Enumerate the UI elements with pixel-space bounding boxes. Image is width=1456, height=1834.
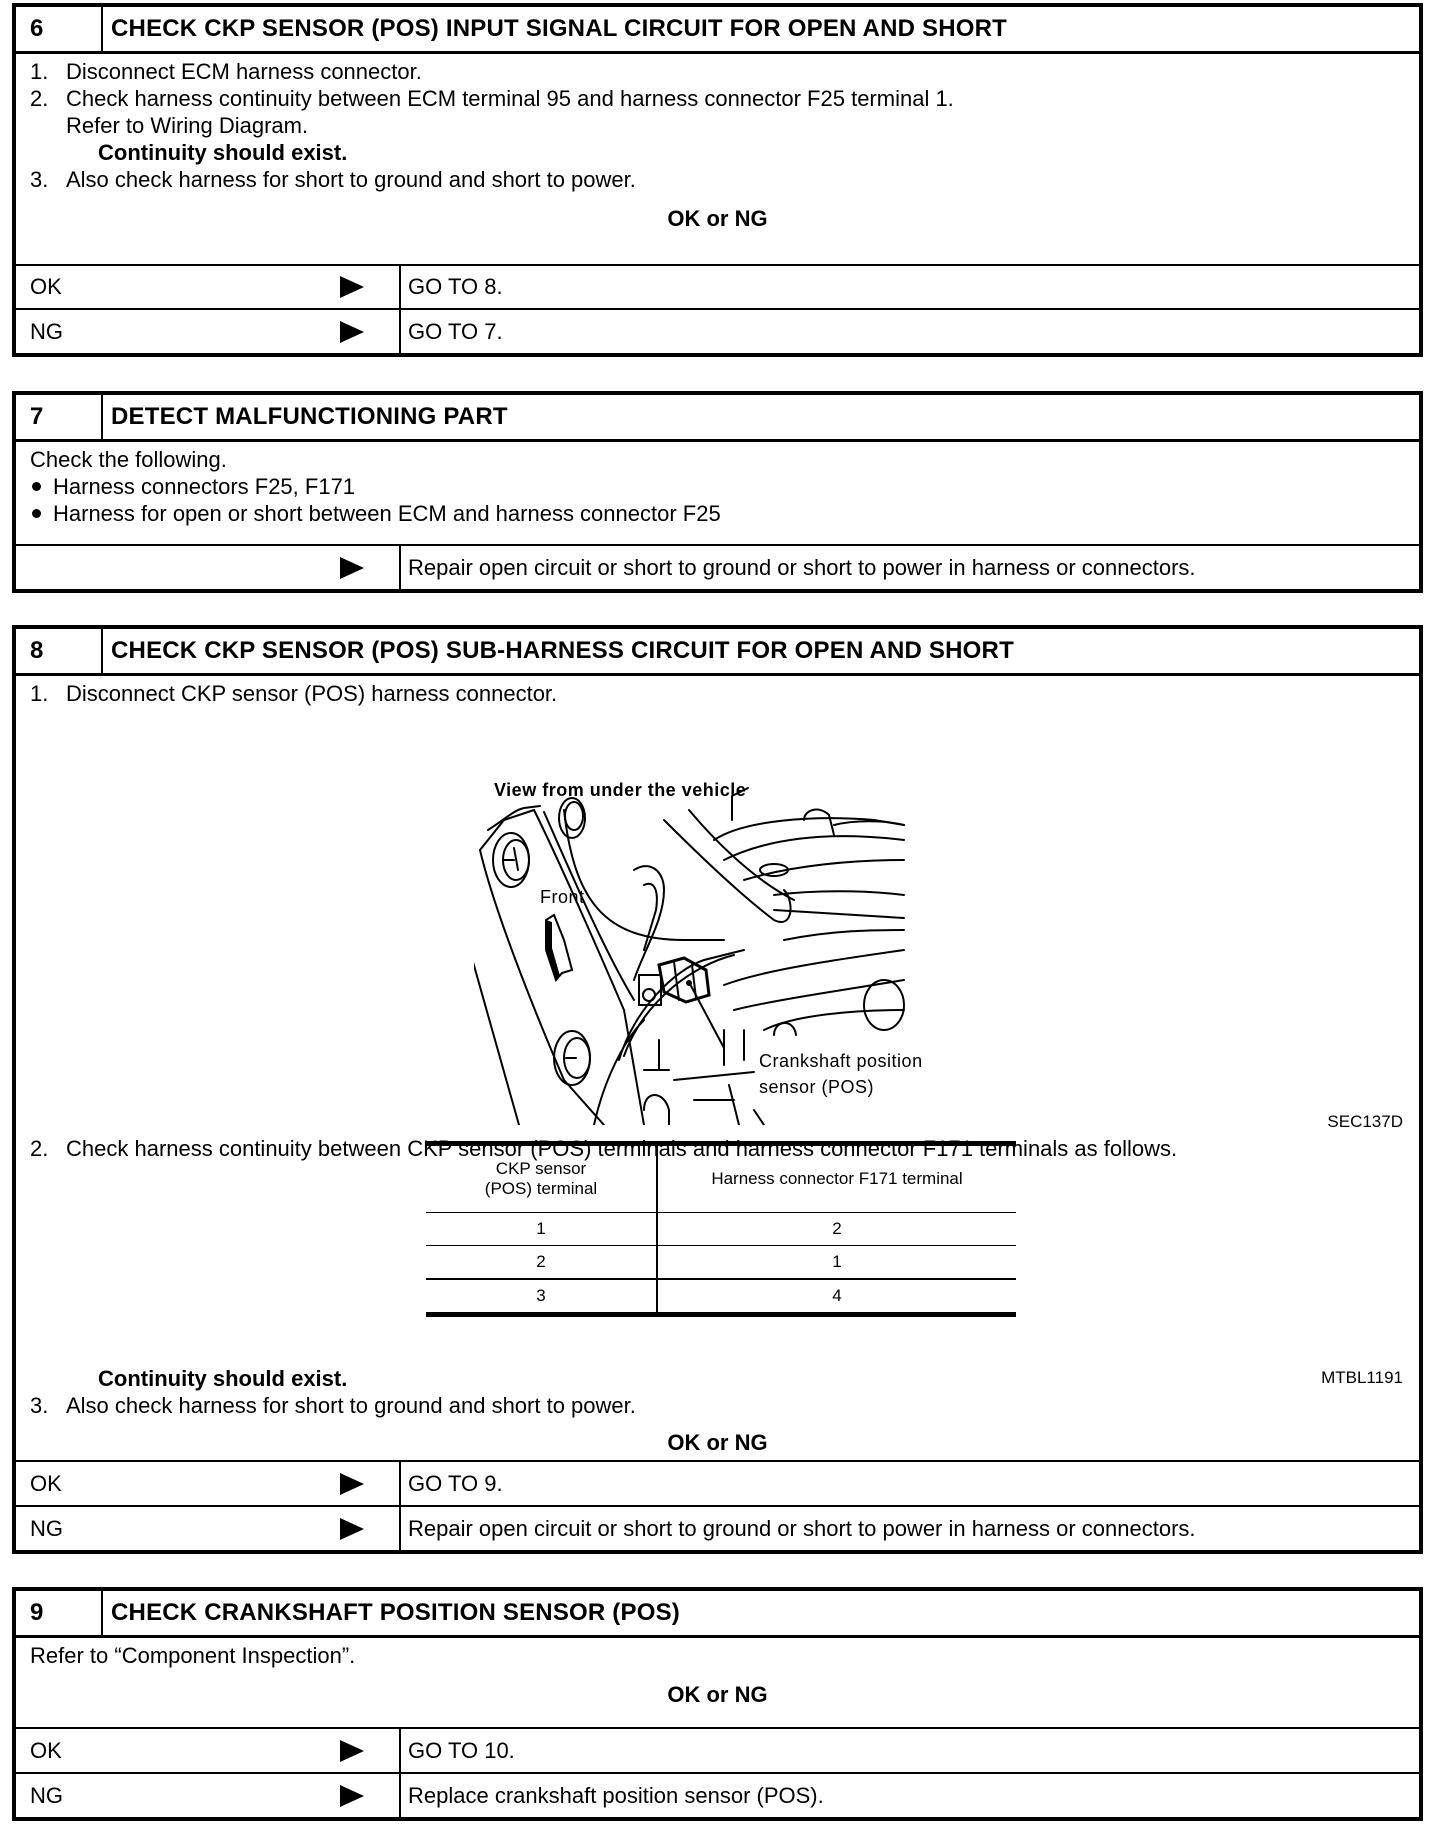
table-row (426, 1213, 1016, 1246)
line-text: Check harness continuity between ECM terminal 95 and harness connector F25 terminal 1. (66, 86, 954, 111)
sensor-location-illustration (474, 780, 984, 1125)
arrow-right-icon (340, 1785, 364, 1807)
outcome-row-ng[interactable] (16, 1505, 1419, 1550)
instruction-line (30, 113, 308, 139)
outcome-condition (16, 310, 401, 353)
condition-label: NG (30, 1783, 63, 1808)
table-cell: 1 (426, 1213, 657, 1246)
condition-label: OK (30, 1471, 62, 1496)
front-arrow-icon (546, 915, 572, 980)
arrow-right-icon (340, 557, 364, 579)
table-row (426, 1246, 1016, 1280)
line-text: Disconnect CKP sensor (POS) harness connector. (66, 681, 558, 706)
arrow-right-icon (340, 1518, 364, 1540)
bullet-text: Harness connectors F25, F171 (53, 474, 356, 499)
instruction-line (30, 167, 636, 193)
table-header-cell: Harness connector F171 terminal (657, 1144, 1016, 1213)
table-row (426, 1279, 1016, 1315)
step-title: CHECK CKP SENSOR (POS) INPUT SIGNAL CIRCUIT FOR OPEN AND SHORT (111, 15, 1008, 42)
sensor-callout (759, 1048, 923, 1100)
line-text: Disconnect ECM harness connector. (66, 59, 422, 84)
bullet-item (30, 501, 721, 527)
arrow-right-icon (340, 321, 364, 343)
outcome-action-text: Repair open circuit or short to ground or short to power in harness or connectors. (408, 555, 1196, 580)
outcome-row-ok[interactable] (16, 1727, 1419, 1772)
step-header (16, 1591, 1419, 1638)
step-6-box (12, 3, 1423, 357)
step-7-box (12, 391, 1423, 593)
outcome-row[interactable] (16, 544, 1419, 589)
line-text: Also check harness for short to ground and short to power. (66, 167, 636, 192)
bullet-item (30, 474, 355, 500)
arrow-right-icon (340, 1473, 364, 1495)
table-code: MTBL1191 (1321, 1368, 1403, 1387)
outcome-condition (16, 1507, 401, 1550)
arrow-right-icon (340, 1740, 364, 1762)
line-number: 1. (30, 681, 49, 706)
illustration-title: View from under the vehicle (494, 780, 747, 800)
table-cell: 2 (426, 1246, 657, 1280)
continuity-table (426, 1141, 1016, 1317)
outcome-action-link[interactable]: GO TO 9. (408, 1471, 503, 1496)
condition-label: OK (30, 1738, 62, 1763)
table-cell: 4 (657, 1279, 1016, 1315)
condition-label: NG (30, 319, 63, 344)
instruction-line (30, 59, 422, 85)
step-title: DETECT MALFUNCTIONING PART (111, 403, 508, 430)
step-body (16, 442, 1419, 544)
outcome-condition (16, 266, 401, 308)
bullet-text: Harness for open or short between ECM and harness connector F25 (53, 501, 721, 526)
outcome-row-ok[interactable] (16, 1460, 1419, 1505)
outcome-condition (16, 1774, 401, 1817)
outcome-row-ok[interactable] (16, 264, 1419, 308)
bullet-icon (32, 509, 41, 518)
table-cell: 3 (426, 1279, 657, 1315)
outcome-condition (16, 1462, 401, 1505)
step-9-box (12, 1587, 1423, 1821)
outcome-action-text: Repair open circuit or short to ground or short to power in harness or connectors. (408, 1516, 1196, 1541)
result-label: OK or NG (667, 1430, 768, 1455)
outcome-action-link[interactable]: GO TO 10. (408, 1738, 515, 1763)
bullet-icon (32, 482, 41, 491)
line-number: 3. (30, 167, 49, 192)
line-text: Check harness continuity between CKP sensor (POS) terminals and harness connector F171 terminals as follows. (66, 1136, 1178, 1161)
result-label: OK or NG (667, 1682, 768, 1707)
line-text: Refer to Wiring Diagram. (66, 113, 309, 138)
instruction-text: Refer to “Component Inspection”. (30, 1643, 356, 1668)
step-body (16, 1638, 1419, 1727)
step-header (16, 7, 1419, 54)
table-cell: 2 (657, 1213, 1016, 1246)
step-number: 6 (16, 7, 103, 51)
step-title: CHECK CKP SENSOR (POS) SUB-HARNESS CIRCUIT FOR OPEN AND SHORT (111, 637, 1014, 664)
step-body (16, 676, 1419, 1460)
line-number: 2. (30, 86, 49, 111)
step-number: 9 (16, 1591, 103, 1635)
instruction-line (30, 1393, 636, 1419)
sensor-callout-line: Crankshaft position (759, 1051, 923, 1071)
outcome-action-link[interactable]: GO TO 8. (408, 274, 503, 299)
step-title: CHECK CRANKSHAFT POSITION SENSOR (POS) (111, 1599, 680, 1626)
line-number: 1. (30, 59, 49, 84)
table-header-cell (426, 1144, 657, 1213)
line-text: Also check harness for short to ground and short to power. (66, 1393, 636, 1418)
instruction-line (30, 681, 557, 707)
intro-text: Check the following. (30, 447, 227, 472)
condition-label: OK (30, 274, 62, 299)
outcome-row-ng[interactable] (16, 1772, 1419, 1817)
step-body (16, 54, 1419, 264)
step-number: 7 (16, 395, 103, 439)
instruction-line (30, 86, 954, 112)
outcome-action-link[interactable]: GO TO 7. (408, 319, 503, 344)
outcome-condition (16, 1729, 401, 1772)
result-label: OK or NG (667, 206, 768, 231)
requirement-text: Continuity should exist. (98, 1366, 348, 1391)
step-number: 8 (16, 629, 103, 673)
requirement-text: Continuity should exist. (98, 140, 348, 165)
arrow-right-icon (340, 276, 364, 298)
table-header-row (426, 1144, 1016, 1213)
header-line: (POS) terminal (484, 1179, 598, 1198)
line-number: 2. (30, 1136, 49, 1161)
outcome-row-ng[interactable] (16, 308, 1419, 353)
step-header (16, 395, 1419, 442)
sensor-callout-line: sensor (POS) (759, 1077, 875, 1097)
step-header (16, 629, 1419, 676)
step-8-box (12, 625, 1423, 1554)
front-label: Front (540, 887, 585, 907)
outcome-action-text: Replace crankshaft position sensor (POS). (408, 1783, 824, 1808)
figure-code: SEC137D (1327, 1112, 1403, 1131)
table-cell: 1 (657, 1246, 1016, 1280)
line-number: 3. (30, 1393, 49, 1418)
header-line: CKP sensor (495, 1159, 587, 1178)
condition-label: NG (30, 1516, 63, 1541)
outcome-condition (16, 546, 401, 589)
